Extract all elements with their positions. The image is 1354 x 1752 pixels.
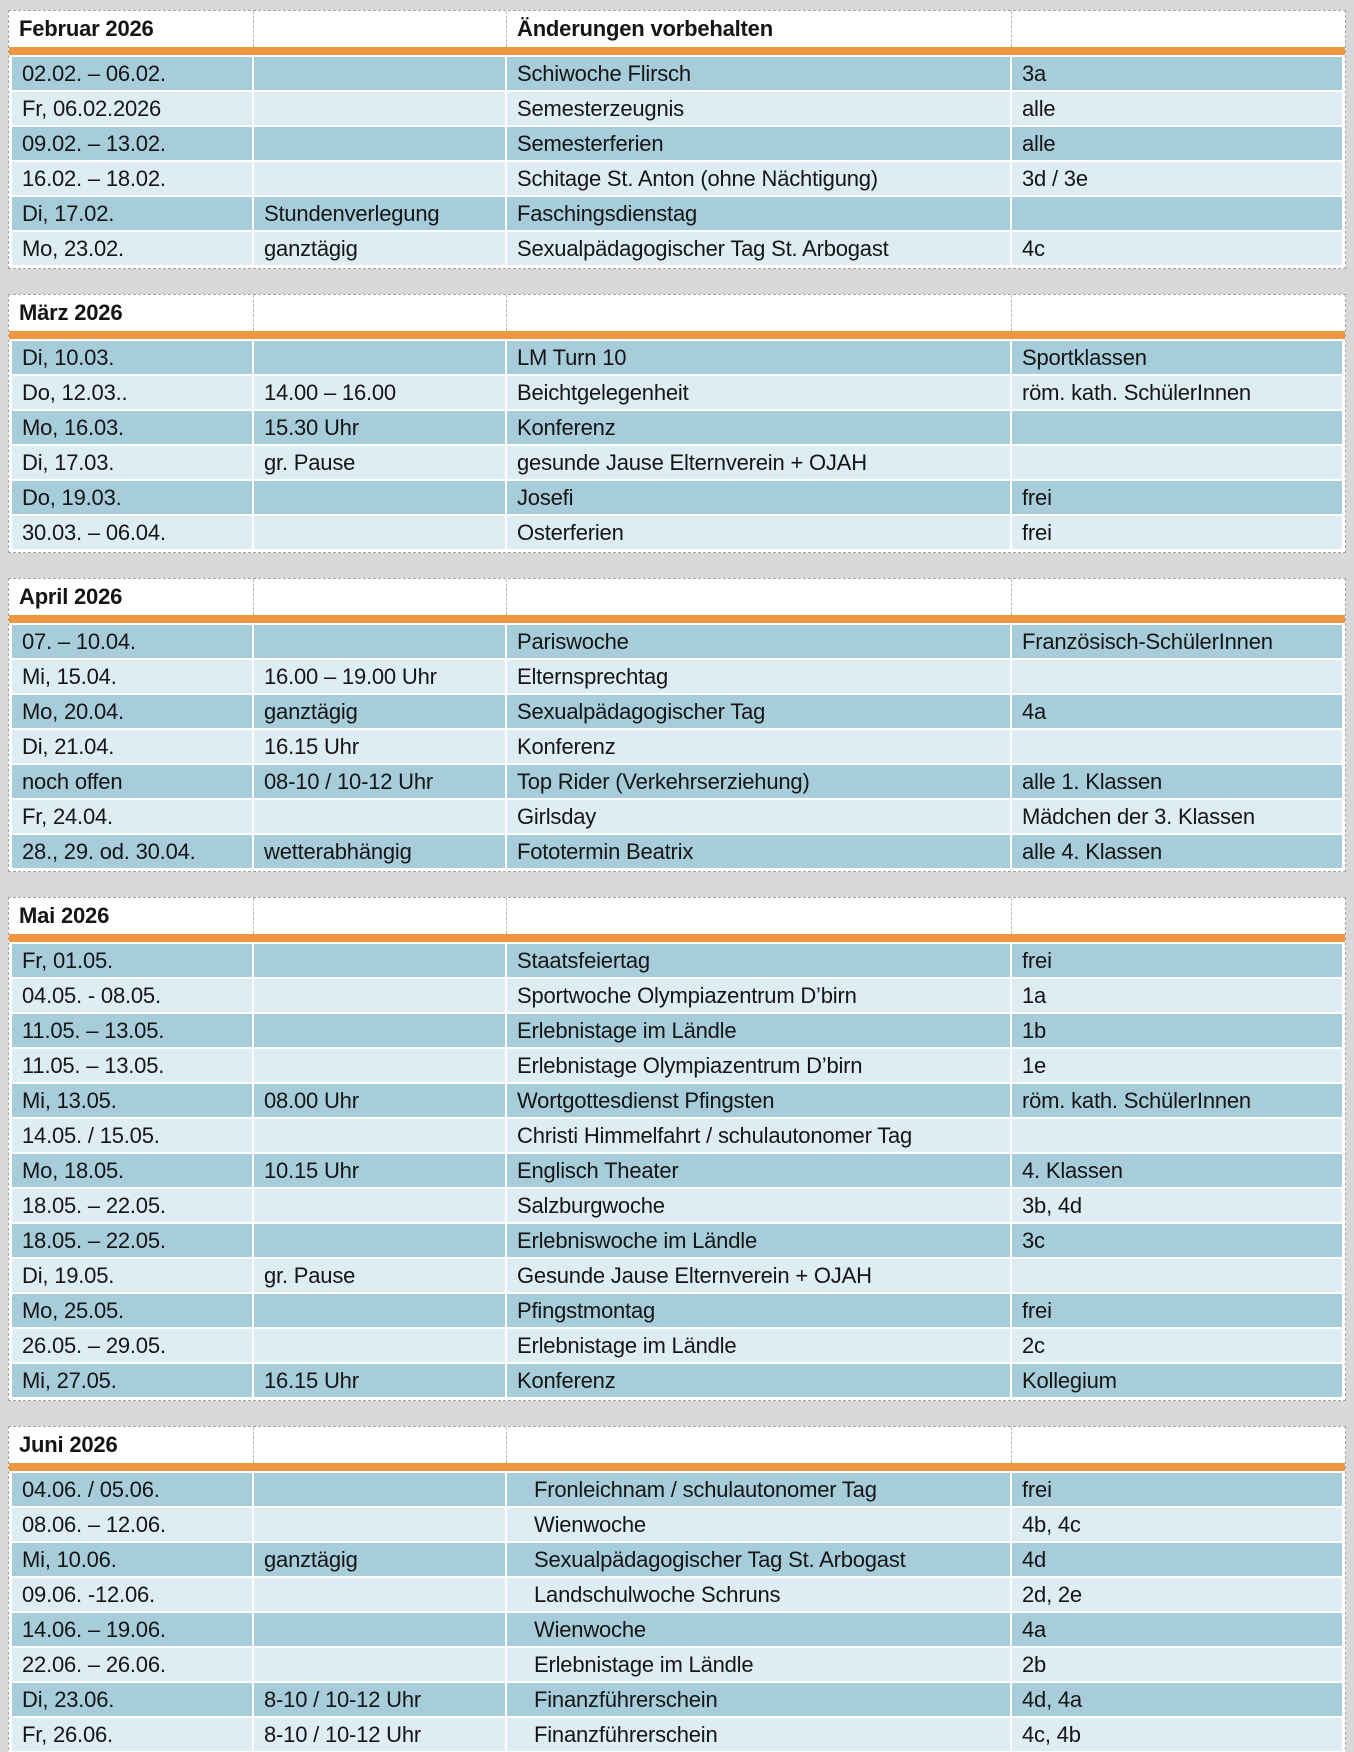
cell-who: frei <box>1012 1473 1342 1506</box>
cell-date: Mo, 23.02. <box>12 232 254 265</box>
cell-who: Sportklassen <box>1012 341 1342 374</box>
cell-time <box>254 1294 507 1327</box>
event-row <box>12 1648 1342 1681</box>
cell-event: Finanzführerschein <box>507 1683 1012 1716</box>
cell-date: Mo, 16.03. <box>12 411 254 444</box>
month-header-row <box>9 579 1345 615</box>
cell-time: 15.30 Uhr <box>254 411 507 444</box>
cell-time: 16.15 Uhr <box>254 730 507 763</box>
event-row <box>12 1613 1342 1646</box>
month-header-spacer <box>254 1427 507 1463</box>
cell-date: 18.05. – 22.05. <box>12 1189 254 1222</box>
accent-bar <box>9 615 1345 623</box>
cell-who: Kollegium <box>1012 1364 1342 1397</box>
cell-date: 04.05. - 08.05. <box>12 979 254 1012</box>
cell-time <box>254 57 507 90</box>
cell-event: Konferenz <box>507 730 1012 763</box>
changes-note <box>507 898 1012 934</box>
month-header-spacer <box>254 898 507 934</box>
cell-who <box>1012 411 1342 444</box>
event-row <box>12 1508 1342 1541</box>
cell-who: 4. Klassen <box>1012 1154 1342 1187</box>
cell-event: gesunde Jause Elternverein + OJAH <box>507 446 1012 479</box>
cell-date: Di, 17.02. <box>12 197 254 230</box>
cell-time <box>254 127 507 160</box>
event-row <box>12 1329 1342 1362</box>
month-header-spacer <box>254 11 507 47</box>
month-table-maerz <box>8 294 1346 553</box>
cell-date: Mo, 18.05. <box>12 1154 254 1187</box>
cell-date: Fr, 24.04. <box>12 800 254 833</box>
cell-who: frei <box>1012 944 1342 977</box>
event-row <box>12 1084 1342 1117</box>
month-rows <box>9 942 1345 1400</box>
cell-time: gr. Pause <box>254 1259 507 1292</box>
cell-who: 3a <box>1012 57 1342 90</box>
cell-time <box>254 1119 507 1152</box>
cell-event: Fronleichnam / schulautonomer Tag <box>507 1473 1012 1506</box>
cell-who: alle <box>1012 127 1342 160</box>
cell-who: 3b, 4d <box>1012 1189 1342 1222</box>
month-rows <box>9 339 1345 552</box>
event-row <box>12 1294 1342 1327</box>
cell-event: Sexualpädagogischer Tag St. Arbogast <box>507 1543 1012 1576</box>
cell-date: Do, 19.03. <box>12 481 254 514</box>
event-row <box>12 1224 1342 1257</box>
cell-who: frei <box>1012 516 1342 549</box>
cell-time <box>254 516 507 549</box>
cell-time <box>254 1613 507 1646</box>
cell-date: Di, 21.04. <box>12 730 254 763</box>
cell-who: 1a <box>1012 979 1342 1012</box>
cell-event: Josefi <box>507 481 1012 514</box>
month-header-row <box>9 898 1345 934</box>
month-rows <box>9 623 1345 871</box>
cell-who: 4a <box>1012 1613 1342 1646</box>
cell-event: Erlebnistage Olympiazentrum D’birn <box>507 1049 1012 1082</box>
cell-time <box>254 1049 507 1082</box>
cell-time <box>254 1473 507 1506</box>
event-row <box>12 695 1342 728</box>
cell-who: 4c <box>1012 232 1342 265</box>
cell-date: Di, 10.03. <box>12 341 254 374</box>
month-header-spacer <box>1012 898 1345 934</box>
event-row <box>12 481 1342 514</box>
cell-event: Wortgottesdienst Pfingsten <box>507 1084 1012 1117</box>
cell-who: röm. kath. SchülerInnen <box>1012 376 1342 409</box>
accent-bar <box>9 331 1345 339</box>
cell-event: Staatsfeiertag <box>507 944 1012 977</box>
cell-time <box>254 1578 507 1611</box>
month-table-mai <box>8 897 1346 1401</box>
event-row <box>12 57 1342 90</box>
event-row <box>12 1364 1342 1397</box>
event-row <box>12 446 1342 479</box>
changes-note <box>507 295 1012 331</box>
cell-event: Sexualpädagogischer Tag <box>507 695 1012 728</box>
event-row <box>12 1154 1342 1187</box>
cell-who: alle 1. Klassen <box>1012 765 1342 798</box>
cell-event: LM Turn 10 <box>507 341 1012 374</box>
cell-date: Di, 23.06. <box>12 1683 254 1716</box>
cell-date: 02.02. – 06.02. <box>12 57 254 90</box>
cell-event: Konferenz <box>507 411 1012 444</box>
cell-date: Mi, 13.05. <box>12 1084 254 1117</box>
month-header-spacer <box>254 295 507 331</box>
cell-who: Mädchen der 3. Klassen <box>1012 800 1342 833</box>
month-header-spacer <box>1012 1427 1345 1463</box>
cell-event: Fototermin Beatrix <box>507 835 1012 868</box>
month-header-row <box>9 1427 1345 1463</box>
cell-who: 2d, 2e <box>1012 1578 1342 1611</box>
cell-event: Pfingstmontag <box>507 1294 1012 1327</box>
cell-event: Wienwoche <box>507 1613 1012 1646</box>
cell-date: 09.02. – 13.02. <box>12 127 254 160</box>
cell-date: 11.05. – 13.05. <box>12 1049 254 1082</box>
cell-who: 4c, 4b <box>1012 1718 1342 1751</box>
changes-note <box>507 579 1012 615</box>
cell-date: 14.06. – 19.06. <box>12 1613 254 1646</box>
month-title: März 2026 <box>9 295 254 331</box>
month-table-april <box>8 578 1346 872</box>
cell-time: ganztägig <box>254 695 507 728</box>
cell-who: frei <box>1012 481 1342 514</box>
event-row <box>12 341 1342 374</box>
cell-date: 28., 29. od. 30.04. <box>12 835 254 868</box>
event-row <box>12 1049 1342 1082</box>
month-title: Februar 2026 <box>9 11 254 47</box>
cell-date: 11.05. – 13.05. <box>12 1014 254 1047</box>
cell-time: 08.00 Uhr <box>254 1084 507 1117</box>
cell-time: gr. Pause <box>254 446 507 479</box>
month-title: April 2026 <box>9 579 254 615</box>
event-row <box>12 197 1342 230</box>
event-row <box>12 944 1342 977</box>
month-rows <box>9 55 1345 268</box>
cell-who: Französisch-SchülerInnen <box>1012 625 1342 658</box>
cell-time: 08-10 / 10-12 Uhr <box>254 765 507 798</box>
cell-who: frei <box>1012 1294 1342 1327</box>
month-header-spacer <box>1012 295 1345 331</box>
cell-time: wetterabhängig <box>254 835 507 868</box>
cell-date: Fr, 06.02.2026 <box>12 92 254 125</box>
event-row <box>12 800 1342 833</box>
cell-time: 8-10 / 10-12 Uhr <box>254 1718 507 1751</box>
event-row <box>12 376 1342 409</box>
cell-date: 08.06. – 12.06. <box>12 1508 254 1541</box>
month-header-spacer <box>1012 579 1345 615</box>
accent-bar <box>9 1463 1345 1471</box>
cell-event: Girlsday <box>507 800 1012 833</box>
event-row <box>12 162 1342 195</box>
event-row <box>12 1683 1342 1716</box>
cell-time: ganztägig <box>254 232 507 265</box>
cell-event: Schiwoche Flirsch <box>507 57 1012 90</box>
cell-who <box>1012 660 1342 693</box>
cell-date: 07. – 10.04. <box>12 625 254 658</box>
cell-date: Di, 17.03. <box>12 446 254 479</box>
cell-event: Erlebnistage im Ländle <box>507 1648 1012 1681</box>
event-row <box>12 411 1342 444</box>
cell-event: Faschingsdienstag <box>507 197 1012 230</box>
cell-date: Mi, 27.05. <box>12 1364 254 1397</box>
event-row <box>12 625 1342 658</box>
cell-time: 16.00 – 19.00 Uhr <box>254 660 507 693</box>
cell-time: ganztägig <box>254 1543 507 1576</box>
cell-time: 16.15 Uhr <box>254 1364 507 1397</box>
month-rows <box>9 1471 1345 1752</box>
cell-event: Landschulwoche Schruns <box>507 1578 1012 1611</box>
cell-date: 14.05. / 15.05. <box>12 1119 254 1152</box>
cell-who: 3d / 3e <box>1012 162 1342 195</box>
cell-date: 22.06. – 26.06. <box>12 1648 254 1681</box>
event-row <box>12 660 1342 693</box>
cell-event: Wienwoche <box>507 1508 1012 1541</box>
cell-event: Beichtgelegenheit <box>507 376 1012 409</box>
cell-time: Stundenverlegung <box>254 197 507 230</box>
cell-who: 4d, 4a <box>1012 1683 1342 1716</box>
cell-time <box>254 944 507 977</box>
cell-event: Salzburgwoche <box>507 1189 1012 1222</box>
cell-who: 1e <box>1012 1049 1342 1082</box>
cell-date: Mo, 25.05. <box>12 1294 254 1327</box>
event-row <box>12 765 1342 798</box>
cell-time <box>254 92 507 125</box>
cell-event: Konferenz <box>507 1364 1012 1397</box>
event-row <box>12 1259 1342 1292</box>
event-row <box>12 1543 1342 1576</box>
cell-time <box>254 1648 507 1681</box>
cell-time <box>254 800 507 833</box>
cell-who <box>1012 1119 1342 1152</box>
cell-who: 3c <box>1012 1224 1342 1257</box>
cell-date: 26.05. – 29.05. <box>12 1329 254 1362</box>
cell-who: alle <box>1012 92 1342 125</box>
cell-event: Elternsprechtag <box>507 660 1012 693</box>
cell-event: Semesterzeugnis <box>507 92 1012 125</box>
cell-date: Mo, 20.04. <box>12 695 254 728</box>
month-header-row <box>9 11 1345 47</box>
event-row <box>12 835 1342 868</box>
event-row <box>12 516 1342 549</box>
month-header-spacer <box>1012 11 1345 47</box>
changes-note: Änderungen vorbehalten <box>507 11 1012 47</box>
cell-event: Semesterferien <box>507 127 1012 160</box>
event-row <box>12 92 1342 125</box>
cell-time <box>254 1224 507 1257</box>
event-row <box>12 1473 1342 1506</box>
month-header-spacer <box>254 579 507 615</box>
cell-who <box>1012 1259 1342 1292</box>
accent-bar <box>9 47 1345 55</box>
cell-who <box>1012 197 1342 230</box>
cell-event: Sportwoche Olympiazentrum D’birn <box>507 979 1012 1012</box>
event-row <box>12 1189 1342 1222</box>
month-header-row <box>9 295 1345 331</box>
cell-time: 14.00 – 16.00 <box>254 376 507 409</box>
changes-note <box>507 1427 1012 1463</box>
cell-time: 10.15 Uhr <box>254 1154 507 1187</box>
calendar-root <box>8 10 1346 1752</box>
cell-date: Mi, 10.06. <box>12 1543 254 1576</box>
event-row <box>12 730 1342 763</box>
cell-event: Finanzführerschein <box>507 1718 1012 1751</box>
cell-time <box>254 979 507 1012</box>
cell-who: 2c <box>1012 1329 1342 1362</box>
cell-event: Pariswoche <box>507 625 1012 658</box>
cell-date: Di, 19.05. <box>12 1259 254 1292</box>
cell-who: 4d <box>1012 1543 1342 1576</box>
month-table-juni <box>8 1426 1346 1752</box>
event-row <box>12 1718 1342 1751</box>
cell-event: Sexualpädagogischer Tag St. Arbogast <box>507 232 1012 265</box>
cell-date: 04.06. / 05.06. <box>12 1473 254 1506</box>
cell-event: Erlebniswoche im Ländle <box>507 1224 1012 1257</box>
cell-event: Top Rider (Verkehrserziehung) <box>507 765 1012 798</box>
event-row <box>12 979 1342 1012</box>
cell-who: 4b, 4c <box>1012 1508 1342 1541</box>
cell-event: Osterferien <box>507 516 1012 549</box>
cell-event: Englisch Theater <box>507 1154 1012 1187</box>
cell-who: 4a <box>1012 695 1342 728</box>
cell-time <box>254 1508 507 1541</box>
event-row <box>12 1014 1342 1047</box>
cell-who: 2b <box>1012 1648 1342 1681</box>
cell-time <box>254 1329 507 1362</box>
month-title: Mai 2026 <box>9 898 254 934</box>
cell-time <box>254 1014 507 1047</box>
cell-who: alle 4. Klassen <box>1012 835 1342 868</box>
cell-date: Fr, 01.05. <box>12 944 254 977</box>
cell-date: 30.03. – 06.04. <box>12 516 254 549</box>
cell-who: röm. kath. SchülerInnen <box>1012 1084 1342 1117</box>
cell-date: Do, 12.03.. <box>12 376 254 409</box>
cell-date: Fr, 26.06. <box>12 1718 254 1751</box>
cell-event: Schitage St. Anton (ohne Nächtigung) <box>507 162 1012 195</box>
month-title: Juni 2026 <box>9 1427 254 1463</box>
cell-date: 09.06. -12.06. <box>12 1578 254 1611</box>
cell-who: 1b <box>1012 1014 1342 1047</box>
month-table-februar <box>8 10 1346 269</box>
event-row <box>12 1119 1342 1152</box>
cell-who <box>1012 730 1342 763</box>
cell-event: Christi Himmelfahrt / schulautonomer Tag <box>507 1119 1012 1152</box>
cell-time <box>254 625 507 658</box>
cell-event: Gesunde Jause Elternverein + OJAH <box>507 1259 1012 1292</box>
cell-who <box>1012 446 1342 479</box>
accent-bar <box>9 934 1345 942</box>
cell-time: 8-10 / 10-12 Uhr <box>254 1683 507 1716</box>
cell-date: 18.05. – 22.05. <box>12 1224 254 1257</box>
cell-event: Erlebnistage im Ländle <box>507 1329 1012 1362</box>
event-row <box>12 1578 1342 1611</box>
cell-date: Mi, 15.04. <box>12 660 254 693</box>
cell-time <box>254 481 507 514</box>
cell-event: Erlebnistage im Ländle <box>507 1014 1012 1047</box>
cell-date: noch offen <box>12 765 254 798</box>
cell-date: 16.02. – 18.02. <box>12 162 254 195</box>
cell-time <box>254 1189 507 1222</box>
event-row <box>12 232 1342 265</box>
event-row <box>12 127 1342 160</box>
cell-time <box>254 341 507 374</box>
cell-time <box>254 162 507 195</box>
